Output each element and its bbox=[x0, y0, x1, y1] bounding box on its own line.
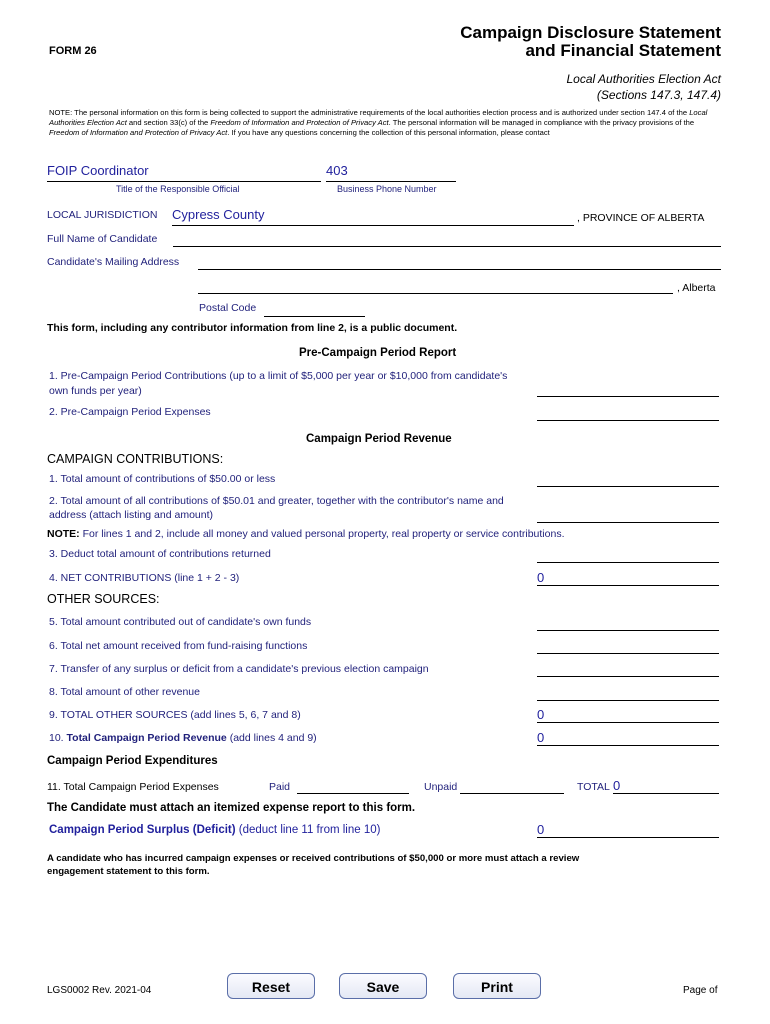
form-number: FORM 26 bbox=[49, 45, 97, 57]
campaign-contributions-heading: CAMPAIGN CONTRIBUTIONS: bbox=[47, 452, 224, 466]
other-sources-heading: OTHER SOURCES: bbox=[47, 592, 160, 606]
revenue-line2-label-cont: address (attach listing and amount) bbox=[49, 509, 214, 521]
save-button[interactable]: Save bbox=[339, 973, 427, 999]
revenue-line1-label: 1. Total amount of contributions of $50.00 or less bbox=[49, 473, 276, 485]
paid-field[interactable] bbox=[297, 777, 409, 794]
official-title-caption: Title of the Responsible Official bbox=[116, 184, 240, 194]
reset-button[interactable]: Reset bbox=[227, 973, 315, 999]
revenue-line2-label: 2. Total amount of all contributions of $50.01 and greater, together with the contributor's name and bbox=[49, 495, 504, 507]
revenue-line9-label: 9. TOTAL OTHER SOURCES (add lines 5, 6, 7 and 8) bbox=[49, 709, 301, 721]
mailing-address-line2-field[interactable] bbox=[198, 277, 673, 294]
unpaid-label: Unpaid bbox=[424, 781, 458, 793]
business-phone-caption: Business Phone Number bbox=[337, 184, 437, 194]
revenue-line3-field[interactable] bbox=[537, 546, 719, 563]
revenue-line6-field[interactable] bbox=[537, 637, 719, 654]
itemized-report-notice: The Candidate must attach an itemized expense report to this form. bbox=[47, 802, 416, 814]
revenue-line5-label: 5. Total amount contributed out of candidate's own funds bbox=[49, 616, 312, 628]
postal-code-label: Postal Code bbox=[199, 302, 257, 314]
pre-campaign-line1-label: 1. Pre-Campaign Period Contributions (up to a limit of $5,000 per year or $10,000 from candidate's bbox=[49, 370, 508, 382]
act-sections: (Sections 147.3, 147.4) bbox=[596, 88, 721, 102]
jurisdiction-label: LOCAL JURISDICTION bbox=[47, 209, 158, 221]
print-button[interactable]: Print bbox=[453, 973, 541, 999]
pre-campaign-heading: Pre-Campaign Period Report bbox=[299, 347, 457, 359]
total-other-sources-field[interactable]: 0 bbox=[537, 706, 719, 723]
paid-label: Paid bbox=[269, 781, 291, 793]
form-title-line1: Campaign Disclosure Statement bbox=[460, 23, 721, 42]
revenue-line7-field[interactable] bbox=[537, 660, 719, 677]
pre-campaign-line1-field[interactable] bbox=[537, 380, 719, 397]
alberta-suffix: , Alberta bbox=[677, 282, 716, 294]
form-title-line2: and Financial Statement bbox=[525, 41, 721, 60]
mailing-address-field[interactable] bbox=[198, 253, 721, 270]
mailing-address-label: Candidate's Mailing Address bbox=[47, 256, 180, 268]
form-revision: LGS0002 Rev. 2021-04 bbox=[47, 985, 152, 996]
province-suffix: , PROVINCE OF ALBERTA bbox=[577, 212, 705, 224]
net-contributions-field[interactable]: 0 bbox=[537, 569, 719, 586]
jurisdiction-field[interactable]: Cypress County bbox=[172, 207, 574, 226]
candidate-name-label: Full Name of Candidate bbox=[47, 233, 158, 245]
act-name: Local Authorities Election Act bbox=[566, 72, 721, 86]
public-document-notice: This form, including any contributor information from line 2, is a public document. bbox=[47, 322, 458, 334]
revenue-line5-field[interactable] bbox=[537, 614, 719, 631]
business-phone-field[interactable]: 403 bbox=[326, 163, 456, 182]
total-expenses-label: TOTAL bbox=[577, 781, 610, 793]
review-notice-line1: A candidate who has incurred campaign expenses or received contributions of $50,000 or more must attach a review bbox=[47, 853, 580, 864]
privacy-note: NOTE: The personal information on this form is being collected to support the administrative requirements of the local authorities election process and is authorized under section 147.4 of the Local Authorities Election Act and section 33(c) of the Freedom of Information and Protection of Privacy Act. The personal information will be managed in compliance with the privacy provisions of the Freedom of Information and Protection of Privacy Act. If you have any questions concerning the collection of this personal information, please contact bbox=[49, 108, 708, 137]
unpaid-field[interactable] bbox=[460, 777, 564, 794]
candidate-name-field[interactable] bbox=[173, 230, 721, 247]
revenue-line1-field[interactable] bbox=[537, 470, 719, 487]
revenue-line4-label: 4. NET CONTRIBUTIONS (line 1 + 2 - 3) bbox=[49, 572, 240, 584]
revenue-line3-label: 3. Deduct total amount of contributions returned bbox=[49, 548, 271, 560]
revenue-line6-label: 6. Total net amount received from fund-raising functions bbox=[49, 640, 308, 652]
pre-campaign-line1-label-cont: own funds per year) bbox=[49, 385, 142, 397]
revenue-line10-label: 10. Total Campaign Period Revenue (add lines 4 and 9) bbox=[49, 732, 317, 744]
contributions-note: NOTE: For lines 1 and 2, include all money and valued personal property, real property or service contributions. bbox=[47, 528, 565, 540]
pre-campaign-line2-field[interactable] bbox=[537, 404, 719, 421]
revenue-line8-field[interactable] bbox=[537, 684, 719, 701]
revenue-line8-label: 8. Total amount of other revenue bbox=[49, 686, 200, 698]
total-campaign-revenue-field[interactable]: 0 bbox=[537, 729, 719, 746]
page-indicator: Page of bbox=[683, 985, 718, 996]
official-title-field[interactable]: FOIP Coordinator bbox=[47, 163, 321, 182]
pre-campaign-line2-label: 2. Pre-Campaign Period Expenses bbox=[49, 406, 211, 418]
revenue-heading: Campaign Period Revenue bbox=[306, 433, 452, 445]
surplus-field[interactable]: 0 bbox=[537, 821, 719, 838]
review-notice-line2: engagement statement to this form. bbox=[47, 866, 210, 877]
revenue-line2-field[interactable] bbox=[537, 506, 719, 523]
revenue-line7-label: 7. Transfer of any surplus or deficit from a candidate's previous election campaign bbox=[49, 663, 429, 675]
postal-code-field[interactable] bbox=[264, 300, 365, 317]
expenses-line11-label: 11. Total Campaign Period Expenses bbox=[47, 781, 219, 793]
total-expenses-field[interactable]: 0 bbox=[613, 777, 719, 794]
expenditures-heading: Campaign Period Expenditures bbox=[47, 755, 218, 767]
surplus-label: Campaign Period Surplus (Deficit) (deduct line 11 from line 10) bbox=[49, 824, 381, 836]
